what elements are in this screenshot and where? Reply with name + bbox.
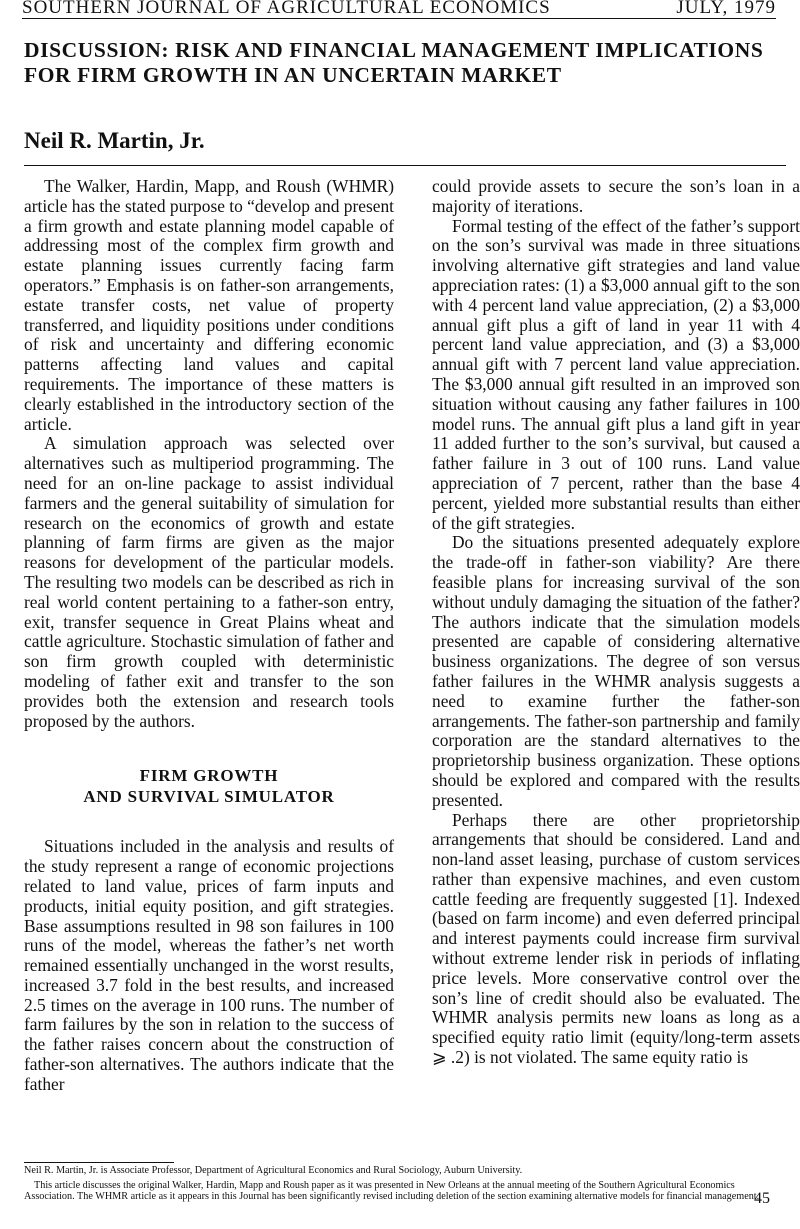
title-divider (24, 165, 786, 166)
section-heading-line: FIRM GROWTH (139, 766, 279, 786)
paragraph: could provide assets to secure the son’s loan in a majority of iterations. (432, 176, 800, 216)
section-heading (24, 765, 394, 807)
paragraph: Situations included in the analysis and results of the study represent a range of economic projections related to land value, prices of farm inputs and products, initial equity position, and gift strategies. Base assumptions resulted in 98 son failures in 100 runs of the model, whereas the father’s net worth remained essentially unchanged in the worst results, increased 3.7 fold in the best results, and increased 2.5 times on the average in 100 runs. The number of farm failures by the son in relation to the success of the father raises concern about the construction of father-son alternatives. The authors indicate that the father (24, 836, 394, 1094)
paragraph: Formal testing of the effect of the father’s support on the son’s survival was made in three situations involving alternative gift strategies and land value appreciation rates: (1) a $3,000 annual gift to the son with 4 percent land value appreciation, (2) a $3,000 annual gift plus a gift of land in year 11 with 4 percent land value appreciation, and (3) a $3,000 annual gift with 7 percent land value appreciation. The $3,000 annual gift resulted in an improved son situation without causing any father failures in 100 model runs. The annual gift plus a land gift in year 11 added further to the son’s survival, but caused a father failure in 3 out of 100 runs. Land value appreciation of 7 percent, rather than the base 4 percent, yielded more substantial results than either of the gift strategies. (432, 215, 800, 533)
paragraph: A simulation approach was selected over alternatives such as multiperiod programming. The need for an on-line package to assist individual farmers and the general suitability of simulation for research on the economics of growth and estate planning of farm firms are given as the major reasons for development of the particular models. The resulting two models can be described as rich in real world content pertaining to a father-son entry, exit, transfer sequence in Great Plains wheat and cattle agriculture. Stochastic simulation of father and son firm growth coupled with deterministic modeling of father exit and transfer to the son provides both the extension and research tools proposed by the authors. (24, 433, 394, 731)
section-heading-line: AND SURVIVAL SIMULATOR (83, 787, 335, 807)
left-column (24, 177, 394, 1095)
footnote-affiliation: Neil R. Martin, Jr. is Associate Professor, Department of Agricultural Economics and Rural Sociology, Auburn University. (24, 1165, 523, 1176)
paragraph: Do the situations presented adequately explore the trade-off in father-son viability? Are there feasible plans for increasing survival of the son without unduly damaging the situation of the father? The authors indicate that the simulation models presented are capable of considering alternative business organizations. The degree of son versus father failures in the WHMR analysis suggests a need to examine further the father-son arrangements. The father-son partnership and family corporation are the standard alternatives to the proprietorship business organization. These options should be explored and compared with the results presented. (432, 532, 800, 810)
page-number: 45 (754, 1190, 770, 1207)
footnote-note: This article discusses the original Walker, Hardin, Mapp and Roush paper as it was presented in New Orleans at the annual meeting of the Southern Agricultural Economics Association. The WHMR article as it appears in this Journal has been significantly revised including deletion of the section examining alternative models for financial management. (24, 1179, 760, 1203)
right-column (432, 177, 800, 1068)
running-header (22, 0, 776, 19)
issue-date: JULY, 1979 (676, 0, 776, 18)
paragraph: The Walker, Hardin, Mapp, and Roush (WHMR) article has the stated purpose to “develop and present a firm growth and estate planning model capable of addressing most of the complex firm growth and estate planning issues currently facing farm operators.” Emphasis is on father-son arrangements, estate transfer costs, net value of property transferred, and liquidity positions under conditions of risk and uncertainty and differing economic patterns affecting land values and capital requirements. The importance of these matters is clearly established in the introductory section of the article. (24, 176, 394, 434)
footnote-rule (24, 1162, 174, 1163)
paragraph: Perhaps there are other proprietorship arrangements that should be considered. Land and non-land asset leasing, purchase of custom services rather than expensive machines, and even custom cattle feeding are frequently suggested [1]. Indexed (based on farm income) and even deferred principal and interest payments could increase firm survival without extreme lender risk in periods of inflating price levels. More conservative control over the son’s line of credit should also be evaluated. The WHMR analysis permits new loans as long as a specified equity ratio limit (equity/long-term assets ⩾ .2) is not violated. The same equity ratio is (432, 809, 800, 1068)
author-name: Neil R. Martin, Jr. (24, 128, 205, 153)
article-title: DISCUSSION: RISK AND FINANCIAL MANAGEMENT IMPLICATIONS FOR FIRM GROWTH IN AN UNCERTAIN MARKET (24, 38, 764, 87)
journal-name: SOUTHERN JOURNAL OF AGRICULTURAL ECONOMICS (22, 0, 551, 18)
footnotes (24, 1165, 786, 1206)
